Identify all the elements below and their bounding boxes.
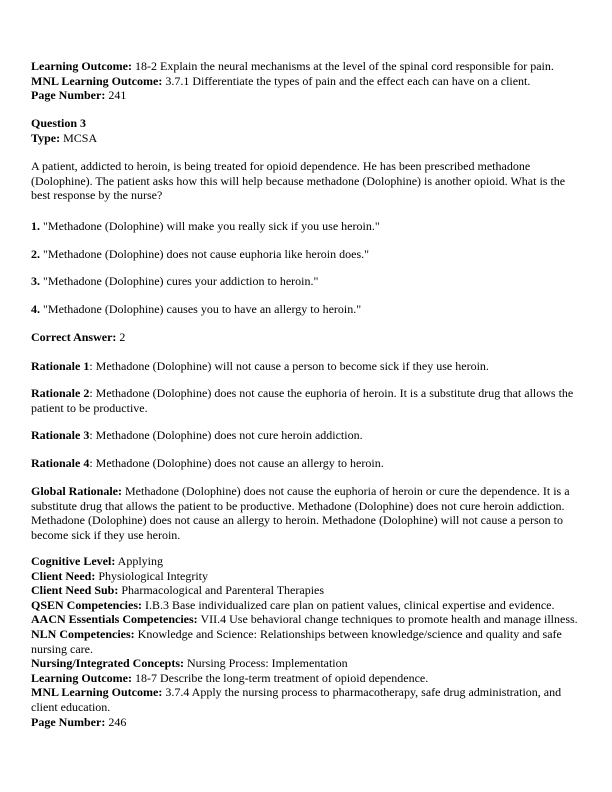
- meta-value: Nursing Process: Implementation: [187, 656, 348, 671]
- meta-line: [31, 583, 581, 598]
- rationale-label: Rationale 3: [31, 428, 90, 442]
- meta-value: I.B.3 Base individualized care plan on patient values, clinical expertise and evidence.: [145, 597, 555, 612]
- meta-value: Knowledge and Science: Relationships between knowledge/science and quality and safe nursing care.: [31, 626, 562, 656]
- option-text: "Methadone (Dolophine) does not cause euphoria like heroin does.": [43, 247, 370, 261]
- meta-label: Nursing/Integrated Concepts:: [31, 656, 184, 671]
- meta-line: [31, 656, 581, 671]
- correct-answer-value: 2: [119, 330, 126, 344]
- question-header: [31, 116, 581, 145]
- meta-label: QSEN Competencies:: [31, 597, 142, 612]
- option-text: "Methadone (Dolophine) will make you really sick if you use heroin.": [43, 219, 380, 233]
- meta-label: Page Number:: [31, 88, 106, 103]
- meta-value: 3.7.1 Differentiate the types of pain and the effect each can have on a client.: [165, 73, 531, 88]
- option-number: 1.: [31, 219, 40, 233]
- meta-line: [31, 685, 581, 714]
- option-3: [31, 274, 581, 289]
- rationale-text: : Methadone (Dolophine) does not cause an allergy to heroin.: [89, 456, 384, 470]
- rationale-label: Rationale 4: [31, 456, 90, 470]
- meta-value: 18-2 Explain the neural mechanisms at the level of the spinal cord responsible for pain.: [135, 59, 554, 73]
- meta-line: [31, 74, 581, 89]
- option-text: "Methadone (Dolophine) cures your addiction to heroin.": [43, 274, 319, 288]
- meta-value: Physiological Integrity: [98, 568, 208, 583]
- rationale-3: [31, 428, 581, 443]
- correct-answer-label: Correct Answer:: [31, 330, 117, 344]
- meta-label: Client Need Sub:: [31, 583, 119, 598]
- question-title: Question 3: [31, 116, 87, 130]
- rationale-2: [31, 386, 581, 415]
- meta-line: [31, 88, 581, 103]
- meta-value: 241: [108, 88, 127, 103]
- meta-line: [31, 715, 581, 730]
- meta-label: NLN Competencies:: [31, 626, 135, 641]
- option-1: [31, 219, 581, 234]
- option-number: 2.: [31, 247, 40, 261]
- global-rationale-label: Global Rationale:: [31, 484, 123, 498]
- option-number: 3.: [31, 274, 40, 288]
- rationale-4: [31, 456, 581, 471]
- meta-label: AACN Essentials Competencies:: [31, 612, 198, 627]
- rationale-text: : Methadone (Dolophine) will not cause a person to become sick if they use heroin.: [89, 359, 489, 373]
- type-label: Type:: [31, 130, 61, 145]
- meta-value: Pharmacological and Parenteral Therapies: [121, 583, 325, 598]
- meta-label: Page Number:: [31, 714, 106, 729]
- meta-label: MNL Learning Outcome:: [31, 73, 163, 88]
- footer-meta: [31, 554, 581, 729]
- option-text: "Methadone (Dolophine) causes you to have an allergy to heroin.": [43, 302, 362, 316]
- meta-line: [31, 554, 581, 569]
- option-number: 4.: [31, 302, 40, 316]
- meta-value: 3.7.4 Apply the nursing process to pharmacotherapy, safe drug administration, and client education.: [31, 685, 562, 714]
- meta-value: VII.4 Use behavioral change techniques to promote health and manage illness.: [200, 612, 578, 627]
- rationale-label: Rationale 1: [31, 359, 90, 373]
- global-rationale: [31, 484, 581, 542]
- meta-value: Applying: [117, 554, 164, 568]
- global-rationale-text: Methadone (Dolophine) does not cause the euphoria of heroin or cure the dependence. It is a substitute drug that allows the patient to be productive. Methadone (Dolophine) does not cure heroin addiction. Methadone (Dolophine) does not cause an allergy to heroin. Methadone (Dolophine) will not cause a person to become sick if they use heroin.: [31, 484, 570, 542]
- meta-line: [31, 612, 581, 627]
- option-4: [31, 302, 581, 317]
- meta-label: Learning Outcome:: [31, 670, 132, 685]
- meta-label: Cognitive Level:: [31, 554, 116, 568]
- rationale-1: [31, 359, 581, 374]
- header-meta: [31, 59, 581, 103]
- correct-answer: [31, 330, 581, 345]
- meta-label: MNL Learning Outcome:: [31, 685, 163, 700]
- meta-label: Client Need:: [31, 568, 96, 583]
- rationale-text: : Methadone (Dolophine) does not cause the euphoria of heroin. It is a substitute drug that allows the patient to be productive.: [31, 386, 574, 415]
- meta-line: [31, 627, 581, 656]
- meta-line: [31, 671, 581, 686]
- meta-value: 246: [108, 714, 127, 729]
- rationale-text: : Methadone (Dolophine) does not cure heroin addiction.: [89, 428, 363, 442]
- meta-value: 18-7 Describe the long-term treatment of opioid dependence.: [135, 670, 429, 685]
- meta-line: [31, 598, 581, 613]
- rationale-label: Rationale 2: [31, 386, 90, 400]
- option-2: [31, 247, 581, 262]
- meta-label: Learning Outcome:: [31, 59, 132, 73]
- question-stem: A patient, addicted to heroin, is being treated for opioid dependence. He has been prescribed methadone (Dolophine). The patient asks how this will help because methadone (Dolophine) is another opioid. What is the best response by the nurse?: [31, 159, 566, 203]
- type-value: MCSA: [63, 130, 98, 145]
- meta-line: [31, 59, 581, 74]
- meta-line: [31, 569, 581, 584]
